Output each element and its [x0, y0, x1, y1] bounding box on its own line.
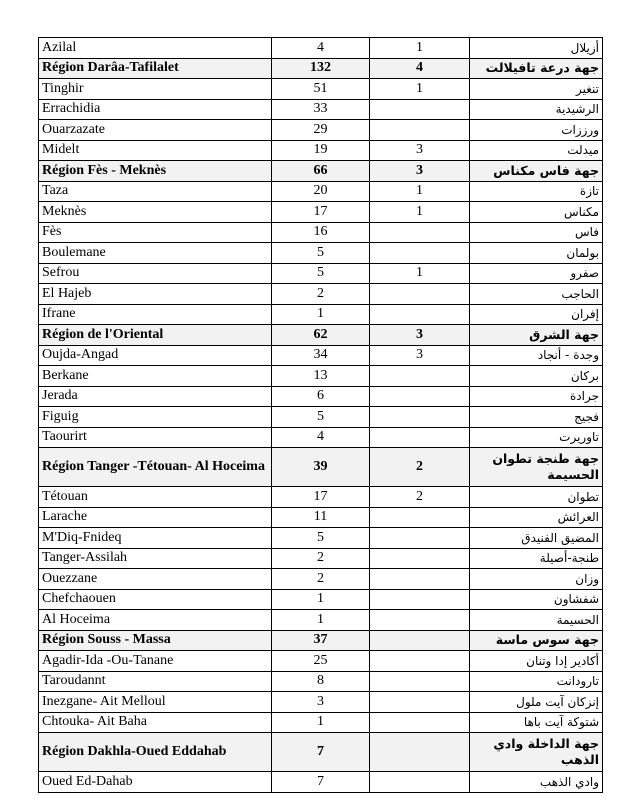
- count-cell: 16: [272, 222, 370, 243]
- name-ar-cell: تنغير: [470, 79, 603, 100]
- name-ar-cell: جرادة: [470, 386, 603, 407]
- province-row: [39, 407, 603, 428]
- count-cell: 29: [272, 120, 370, 141]
- secondary-count-cell: [370, 427, 470, 448]
- region-row: [39, 325, 603, 346]
- region-row: [39, 733, 603, 772]
- province-row: [39, 712, 603, 733]
- province-row: [39, 366, 603, 387]
- secondary-count-cell: 1: [370, 79, 470, 100]
- count-cell: 1: [272, 304, 370, 325]
- name-ar-cell: جهة فاس مكناس: [470, 161, 603, 182]
- name-fr-cell: Fès: [39, 222, 272, 243]
- secondary-count-cell: [370, 386, 470, 407]
- name-fr-cell: El Hajeb: [39, 284, 272, 305]
- name-fr-cell: Chtouka- Ait Baha: [39, 712, 272, 733]
- count-cell: 3: [272, 692, 370, 713]
- province-row: [39, 610, 603, 631]
- name-fr-cell: Région Dakhla-Oued Eddahab: [39, 733, 272, 772]
- name-ar-cell: وزان: [470, 569, 603, 590]
- count-cell: 6: [272, 386, 370, 407]
- name-fr-cell: Oujda-Angad: [39, 345, 272, 366]
- province-row: [39, 651, 603, 672]
- secondary-count-cell: 3: [370, 345, 470, 366]
- secondary-count-cell: [370, 507, 470, 528]
- name-fr-cell: Taza: [39, 181, 272, 202]
- province-row: [39, 528, 603, 549]
- name-fr-cell: Agadir-Ida -Ou-Tanane: [39, 651, 272, 672]
- secondary-count-cell: [370, 243, 470, 264]
- name-ar-cell: الرشيدية: [470, 99, 603, 120]
- secondary-count-cell: 3: [370, 140, 470, 161]
- name-fr-cell: M'Diq-Fnideq: [39, 528, 272, 549]
- name-ar-cell: شتوكة آيت باها: [470, 712, 603, 733]
- count-cell: 5: [272, 243, 370, 264]
- name-ar-cell: ورززات: [470, 120, 603, 141]
- name-fr-cell: Taourirt: [39, 427, 272, 448]
- province-row: [39, 120, 603, 141]
- name-ar-cell: إنزكان آيت ملول: [470, 692, 603, 713]
- secondary-count-cell: 1: [370, 263, 470, 284]
- name-ar-cell: أكادير إدا وتنان: [470, 651, 603, 672]
- name-ar-cell: جهة درعة تافيلالت: [470, 58, 603, 79]
- statistics-table: [38, 37, 603, 793]
- province-row: [39, 263, 603, 284]
- name-ar-cell: فاس: [470, 222, 603, 243]
- name-fr-cell: Ouarzazate: [39, 120, 272, 141]
- province-row: [39, 99, 603, 120]
- name-fr-cell: Taroudannt: [39, 671, 272, 692]
- name-ar-cell: بولمان: [470, 243, 603, 264]
- name-ar-cell: صفرو: [470, 263, 603, 284]
- province-row: [39, 569, 603, 590]
- count-cell: 2: [272, 548, 370, 569]
- province-row: [39, 38, 603, 59]
- name-ar-cell: تازة: [470, 181, 603, 202]
- count-cell: 5: [272, 263, 370, 284]
- province-row: [39, 386, 603, 407]
- name-fr-cell: Midelt: [39, 140, 272, 161]
- region-row: [39, 630, 603, 651]
- name-fr-cell: Région Fès - Meknès: [39, 161, 272, 182]
- name-ar-cell: تارودانت: [470, 671, 603, 692]
- name-ar-cell: جهة سوس ماسة: [470, 630, 603, 651]
- secondary-count-cell: [370, 304, 470, 325]
- name-fr-cell: Oued Ed-Dahab: [39, 772, 272, 793]
- name-fr-cell: Tanger-Assilah: [39, 548, 272, 569]
- secondary-count-cell: 4: [370, 58, 470, 79]
- count-cell: 2: [272, 569, 370, 590]
- province-row: [39, 222, 603, 243]
- name-fr-cell: Région Tanger -Tétouan- Al Hoceima: [39, 448, 272, 487]
- province-row: [39, 589, 603, 610]
- count-cell: 7: [272, 733, 370, 772]
- name-fr-cell: Chefchaouen: [39, 589, 272, 610]
- secondary-count-cell: [370, 733, 470, 772]
- secondary-count-cell: [370, 651, 470, 672]
- name-fr-cell: Berkane: [39, 366, 272, 387]
- count-cell: 19: [272, 140, 370, 161]
- secondary-count-cell: 1: [370, 181, 470, 202]
- name-fr-cell: Azilal: [39, 38, 272, 59]
- name-fr-cell: Meknès: [39, 202, 272, 223]
- name-ar-cell: أزيلال: [470, 38, 603, 59]
- count-cell: 66: [272, 161, 370, 182]
- count-cell: 62: [272, 325, 370, 346]
- count-cell: 34: [272, 345, 370, 366]
- count-cell: 5: [272, 528, 370, 549]
- name-fr-cell: Inezgane- Ait Melloul: [39, 692, 272, 713]
- secondary-count-cell: [370, 671, 470, 692]
- count-cell: 4: [272, 38, 370, 59]
- name-fr-cell: Figuig: [39, 407, 272, 428]
- name-ar-cell: مكناس: [470, 202, 603, 223]
- name-ar-cell: الحسيمة: [470, 610, 603, 631]
- secondary-count-cell: 2: [370, 448, 470, 487]
- name-fr-cell: Jerada: [39, 386, 272, 407]
- name-fr-cell: Tinghir: [39, 79, 272, 100]
- province-row: [39, 427, 603, 448]
- region-row: [39, 58, 603, 79]
- name-ar-cell: جهة الداخلة وادي الذهب: [470, 733, 603, 772]
- secondary-count-cell: 3: [370, 325, 470, 346]
- count-cell: 1: [272, 610, 370, 631]
- name-fr-cell: Région de l'Oriental: [39, 325, 272, 346]
- count-cell: 7: [272, 772, 370, 793]
- secondary-count-cell: [370, 569, 470, 590]
- province-row: [39, 79, 603, 100]
- secondary-count-cell: [370, 610, 470, 631]
- province-row: [39, 487, 603, 508]
- secondary-count-cell: [370, 407, 470, 428]
- name-ar-cell: ميدلت: [470, 140, 603, 161]
- name-ar-cell: جهة طنجة تطوان الحسيمة: [470, 448, 603, 487]
- count-cell: 1: [272, 589, 370, 610]
- count-cell: 20: [272, 181, 370, 202]
- name-fr-cell: Boulemane: [39, 243, 272, 264]
- province-row: [39, 202, 603, 223]
- secondary-count-cell: 1: [370, 202, 470, 223]
- secondary-count-cell: [370, 712, 470, 733]
- name-fr-cell: Errachidia: [39, 99, 272, 120]
- secondary-count-cell: [370, 548, 470, 569]
- province-row: [39, 284, 603, 305]
- secondary-count-cell: [370, 366, 470, 387]
- province-row: [39, 243, 603, 264]
- count-cell: 17: [272, 202, 370, 223]
- secondary-count-cell: [370, 589, 470, 610]
- province-row: [39, 692, 603, 713]
- name-fr-cell: Al Hoceima: [39, 610, 272, 631]
- count-cell: 25: [272, 651, 370, 672]
- province-row: [39, 671, 603, 692]
- name-ar-cell: فجيج: [470, 407, 603, 428]
- count-cell: 11: [272, 507, 370, 528]
- count-cell: 5: [272, 407, 370, 428]
- count-cell: 33: [272, 99, 370, 120]
- name-ar-cell: جهة الشرق: [470, 325, 603, 346]
- secondary-count-cell: [370, 630, 470, 651]
- region-row: [39, 448, 603, 487]
- count-cell: 4: [272, 427, 370, 448]
- secondary-count-cell: [370, 222, 470, 243]
- name-ar-cell: تطوان: [470, 487, 603, 508]
- count-cell: 39: [272, 448, 370, 487]
- name-fr-cell: Ifrane: [39, 304, 272, 325]
- name-fr-cell: Sefrou: [39, 263, 272, 284]
- name-ar-cell: الحاجب: [470, 284, 603, 305]
- name-ar-cell: وجدة - أنجاد: [470, 345, 603, 366]
- count-cell: 51: [272, 79, 370, 100]
- count-cell: 8: [272, 671, 370, 692]
- count-cell: 13: [272, 366, 370, 387]
- secondary-count-cell: 1: [370, 38, 470, 59]
- name-ar-cell: تاوريرت: [470, 427, 603, 448]
- province-row: [39, 181, 603, 202]
- name-ar-cell: وادي الذهب: [470, 772, 603, 793]
- name-ar-cell: بركان: [470, 366, 603, 387]
- secondary-count-cell: [370, 692, 470, 713]
- province-row: [39, 345, 603, 366]
- province-row: [39, 548, 603, 569]
- province-row: [39, 772, 603, 793]
- name-fr-cell: Tétouan: [39, 487, 272, 508]
- province-row: [39, 140, 603, 161]
- count-cell: 2: [272, 284, 370, 305]
- secondary-count-cell: [370, 284, 470, 305]
- count-cell: 17: [272, 487, 370, 508]
- table-body: [39, 38, 603, 793]
- name-ar-cell: شفشاون: [470, 589, 603, 610]
- name-fr-cell: Larache: [39, 507, 272, 528]
- secondary-count-cell: [370, 528, 470, 549]
- name-ar-cell: طنجة-أصيلة: [470, 548, 603, 569]
- name-fr-cell: Région Souss - Massa: [39, 630, 272, 651]
- name-ar-cell: المضيق الفنيدق: [470, 528, 603, 549]
- secondary-count-cell: 2: [370, 487, 470, 508]
- count-cell: 132: [272, 58, 370, 79]
- region-row: [39, 161, 603, 182]
- name-fr-cell: Ouezzane: [39, 569, 272, 590]
- province-row: [39, 304, 603, 325]
- name-ar-cell: العرائش: [470, 507, 603, 528]
- name-fr-cell: Région Darâa-Tafilalet: [39, 58, 272, 79]
- province-row: [39, 507, 603, 528]
- count-cell: 37: [272, 630, 370, 651]
- count-cell: 1: [272, 712, 370, 733]
- secondary-count-cell: [370, 99, 470, 120]
- name-ar-cell: إفران: [470, 304, 603, 325]
- secondary-count-cell: 3: [370, 161, 470, 182]
- secondary-count-cell: [370, 120, 470, 141]
- secondary-count-cell: [370, 772, 470, 793]
